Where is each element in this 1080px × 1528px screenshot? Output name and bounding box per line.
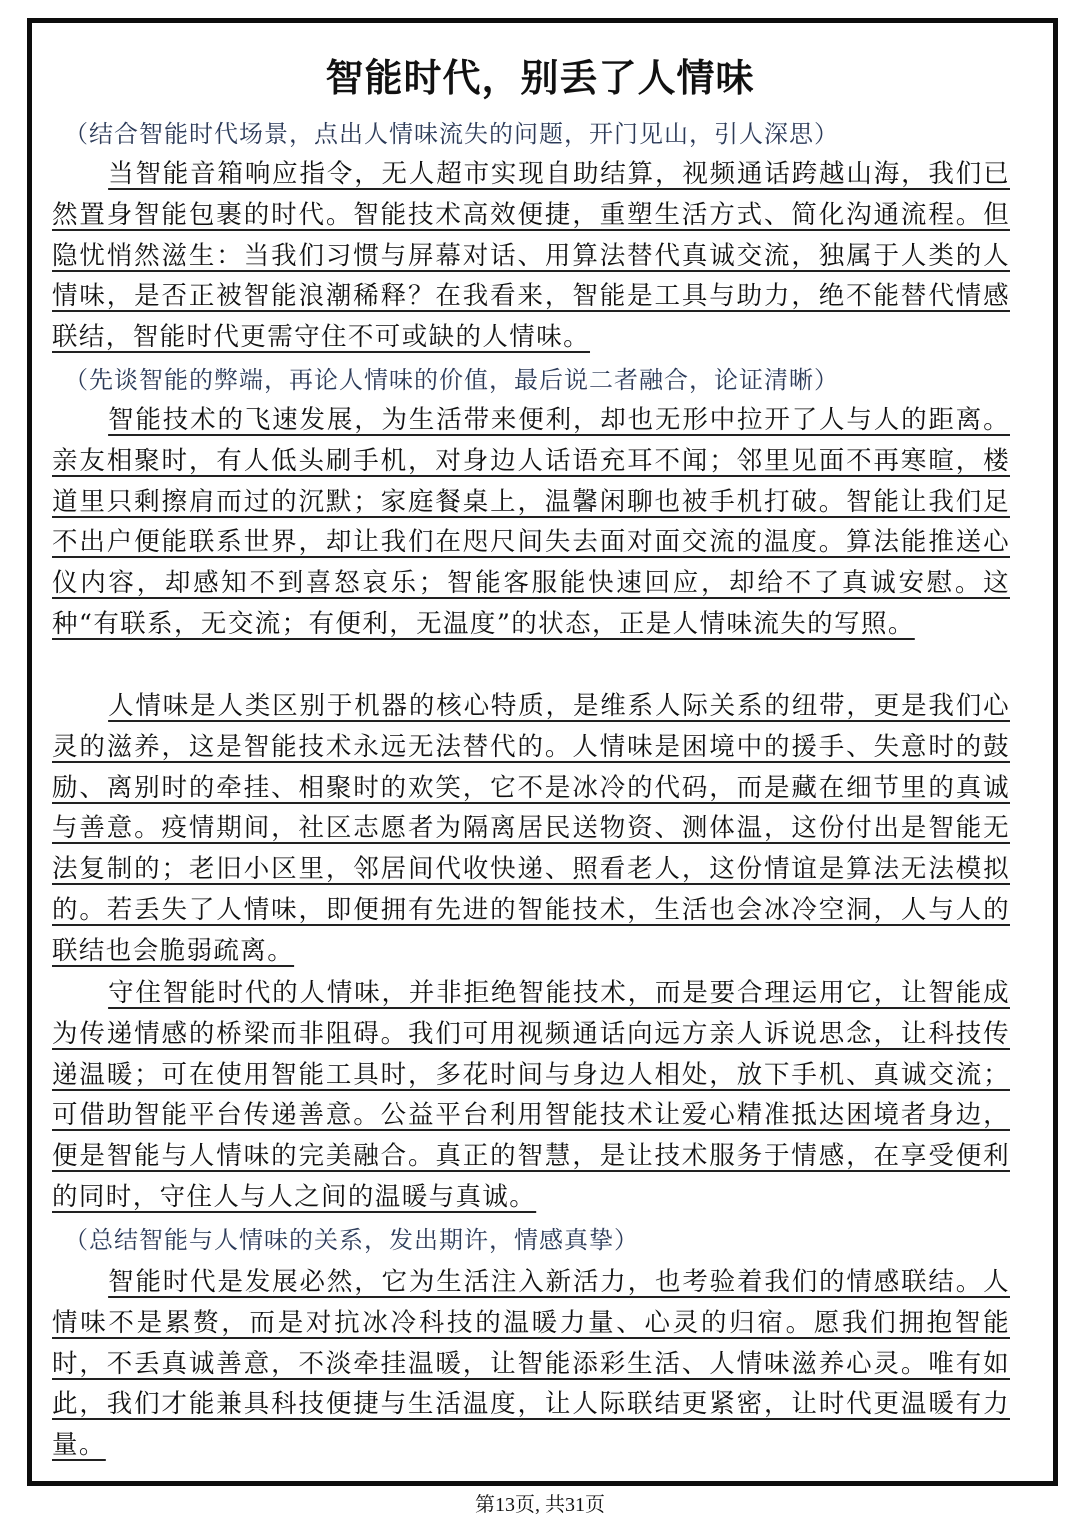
paragraph	[52, 400, 1010, 645]
paragraph-text: 守住智能时代的人情味，并非拒绝智能技术，而是要合理运用它，让智能成为传递情感的桥梁而非阻碍。我们可用视频通话向远方亲人诉说思念，让科技传递温暖；可在使用智能工具时，多花时间与身边人相处，放下手机、真诚交流；可借助智能平台传递善意。公益平台利用智能技术让爱心精准抵达困境者身边，便是智能与人情味的完美融合。真正的智慧，是让技术服务于情感，在享受便利的同时，守住人与人之间的温暖与真诚。	[52, 978, 1010, 1212]
paragraph	[52, 1262, 1010, 1466]
paragraph-text: 当智能音箱响应指令，无人超市实现自助结算，视频通话跨越山海，我们已然置身智能包裹的时代。智能技术高效便捷，重塑生活方式、简化沟通流程。但隐忧悄然滋生：当我们习惯与屏幕对话、用算法替代真诚交流，独属于人类的人情味，是否正被智能浪潮稀释？在我看来，智能是工具与助力，绝不能替代情感联结，智能时代更需守住不可或缺的人情味。	[52, 159, 1010, 353]
paragraph-text: 人情味是人类区别于机器的核心特质，是维系人际关系的纽带，更是我们心灵的滋养，这是智能技术永远无法替代的。人情味是困境中的援手、失意时的鼓励、离别时的牵挂、相聚时的欢笑，它不是冰冷的代码，而是藏在细节里的真诚与善意。疫情期间，社区志愿者为隔离居民送物资、测体温，这份付出是智能无法复制的；老旧小区里，邻居间代收快递、照看老人，这份情谊是算法无法模拟的。若丢失了人情味，即便拥有先进的智能技术，生活也会冰冷空洞，人与人的联结也会脆弱疏离。	[52, 691, 1010, 966]
annotation-note: （先谈智能的弊端，再论人情味的价值，最后说二者融合，论证清晰）	[64, 366, 839, 394]
annotation-note: （总结智能与人情味的关系，发出期许，情感真挚）	[64, 1226, 639, 1254]
paragraph-text: 智能技术的飞速发展，为生活带来便利，却也无形中拉开了人与人的距离。亲友相聚时，有人低头刷手机，对身边人话语充耳不闻；邻里见面不再寒暄，楼道里只剩擦肩而过的沉默；家庭餐桌上，温馨闲聊也被手机打破。智能让我们足不出户便能联系世界，却让我们在咫尺间失去面对面交流的温度。算法能推送心仪内容，却感知不到喜怒哀乐；智能客服能快速回应，却给不了真诚安慰。这种“有联系，无交流；有便利，无温度”的状态，正是人情味流失的写照。	[52, 405, 1010, 639]
page-number: 第13页, 共31页	[475, 1494, 605, 1516]
paragraph-text: 智能时代是发展必然，它为生活注入新活力，也考验着我们的情感联结。人情味不是累赘，而是对抗冰冷科技的温暖力量、心灵的归宿。愿我们拥抱智能时，不丢真诚善意，不淡牵挂温暖，让智能添彩生活、人情味滋养心灵。唯有如此，我们才能兼具科技便捷与生活温度，让人际联结更紧密，让时代更温暖有力量。	[52, 1267, 1010, 1461]
paragraph	[52, 973, 1010, 1218]
annotation-note: （结合智能时代场景，点出人情味流失的问题，开门见山，引人深思）	[64, 120, 839, 148]
paragraph	[52, 686, 1010, 972]
paragraph	[52, 154, 1010, 358]
essay-title: 智能时代，别丢了人情味	[325, 56, 755, 100]
